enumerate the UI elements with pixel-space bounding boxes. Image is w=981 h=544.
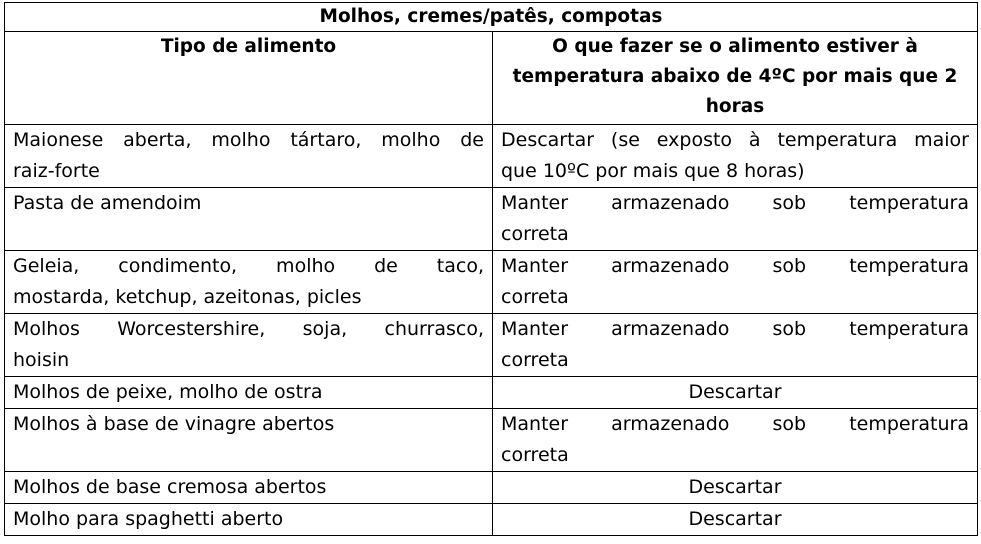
action-cell <box>493 409 978 472</box>
table-row <box>5 409 978 472</box>
food-type-cell <box>5 409 493 472</box>
action-text: correta <box>501 349 569 371</box>
title-row <box>5 3 978 32</box>
action-text: Manter armazenado sob temperatura <box>501 318 969 340</box>
column-header-action: O que fazer se o alimento estiver à temperatura abaixo de 4ºC por mais que 2 horas <box>493 32 978 125</box>
table-row <box>5 125 978 188</box>
action-text: correta <box>501 223 569 245</box>
food-type-text: Molhos de peixe, molho de ostra <box>13 381 323 403</box>
column-header-food-type: Tipo de alimento <box>5 32 493 125</box>
action-text: Descartar (se exposto à temperatura maior <box>501 129 969 151</box>
food-type-cell <box>5 472 493 504</box>
table-row <box>5 188 978 251</box>
food-type-cell <box>5 251 493 314</box>
food-type-text: mostarda, ketchup, azeitonas, picles <box>13 286 362 308</box>
action-text: correta <box>501 286 569 308</box>
food-type-cell <box>5 125 493 188</box>
food-type-cell <box>5 314 493 377</box>
food-type-cell <box>5 504 493 536</box>
action-cell <box>493 377 978 409</box>
table-row <box>5 472 978 504</box>
action-cell <box>493 472 978 504</box>
food-type-text: Maionese aberta, molho tártaro, molho de <box>13 129 484 151</box>
action-cell <box>493 251 978 314</box>
table-row <box>5 377 978 409</box>
food-type-text: Molhos de base cremosa abertos <box>13 476 327 498</box>
action-text: Manter armazenado sob temperatura <box>501 413 969 435</box>
action-text: correta <box>501 444 569 466</box>
food-type-cell <box>5 377 493 409</box>
food-type-text: Geleia, condimento, molho de taco, <box>13 255 484 277</box>
food-type-text: raiz-forte <box>13 160 100 182</box>
action-cell <box>493 188 978 251</box>
table-row <box>5 314 978 377</box>
food-type-text: Pasta de amendoim <box>13 192 202 214</box>
food-type-text: Molhos à base de vinagre abertos <box>13 413 335 435</box>
action-text: que 10ºC por mais que 8 horas) <box>501 160 805 182</box>
food-type-text: Molho para spaghetti aberto <box>13 508 284 530</box>
action-text: Manter armazenado sob temperatura <box>501 192 969 214</box>
action-text: Descartar <box>688 476 782 498</box>
header-row <box>5 32 978 125</box>
action-cell <box>493 504 978 536</box>
action-cell <box>493 314 978 377</box>
action-text: Descartar <box>688 381 782 403</box>
action-cell <box>493 125 978 188</box>
action-text: Descartar <box>688 508 782 530</box>
food-type-text: Molhos Worcestershire, soja, churrasco, <box>13 318 484 340</box>
table-row <box>5 504 978 536</box>
table-title: Molhos, cremes/patês, compotas <box>5 3 978 32</box>
food-safety-table <box>4 2 978 536</box>
table-row <box>5 251 978 314</box>
food-type-text: hoisin <box>13 349 70 371</box>
food-type-cell <box>5 188 493 251</box>
action-text: Manter armazenado sob temperatura <box>501 255 969 277</box>
